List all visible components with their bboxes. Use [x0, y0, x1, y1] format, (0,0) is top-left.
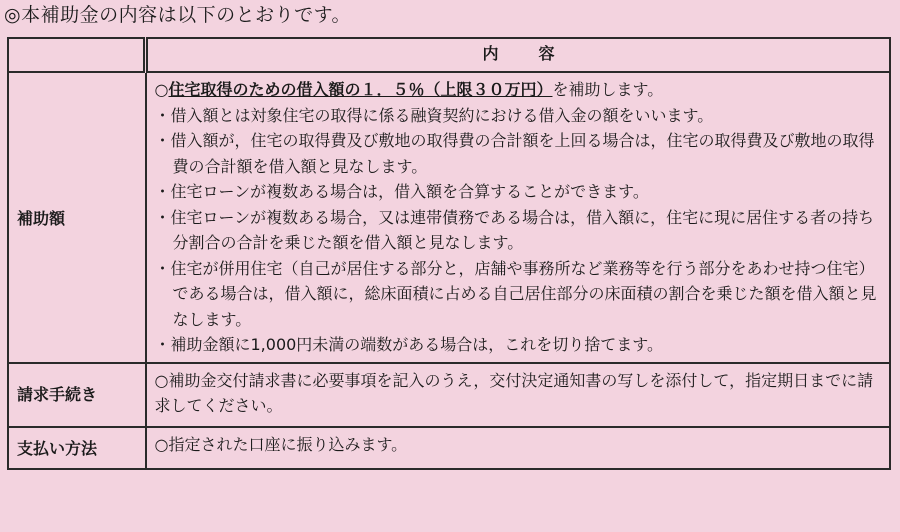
row-content-cell: [146, 72, 891, 363]
amount-content: [147, 73, 890, 362]
header-content-cell: [146, 38, 891, 72]
table-row-amount: [8, 72, 890, 363]
subsidy-table: [7, 37, 891, 470]
payment-content: ○指定された口座に振り込みます。: [154, 434, 408, 454]
lead-emphasis: 住宅取得のための借入額の１．５％（上限３０万円）: [168, 80, 553, 99]
header-label: 内容: [482, 44, 595, 63]
header-empty-cell: [8, 38, 146, 72]
claim-content: ○補助金交付請求書に必要事項を記入のうえ，交付決定通知書の写しを添付して，指定期日までに請求してください。: [154, 370, 874, 415]
row-label-claim: 請求手続き: [17, 384, 98, 404]
lead-suffix: を補助します。: [552, 80, 664, 99]
list-item: ・借入額とは対象住宅の取得に係る融資契約における借入金の額をいいます。: [154, 105, 714, 125]
table-row-payment: [8, 427, 890, 469]
list-item: ・補助金額に1,000円未満の端数がある場合は，これを切り捨てます。: [154, 335, 664, 354]
row-label-amount: 補助額: [17, 208, 66, 228]
row-label-cell: [8, 427, 146, 469]
row-label-cell: [8, 72, 146, 363]
list-item: ・住宅ローンが複数ある場合，又は連帯債務である場合は，借入額に，住宅に現に居住する者の持ち分割合の合計を乗じた額を借入額と見なします。: [154, 207, 875, 252]
row-content-cell: [146, 427, 891, 469]
list-item: ・住宅ローンが複数ある場合は，借入額を合算することができます。: [154, 182, 649, 201]
table-row-claim: [8, 363, 890, 427]
table-header-row: [8, 38, 890, 72]
list-item: ・借入額が，住宅の取得費及び敷地の取得費の合計額を上回る場合は，住宅の取得費及び敷地の取得費の合計額を借入額と見なします。: [154, 131, 875, 176]
amount-lead: [155, 77, 882, 103]
row-label-cell: [8, 363, 146, 427]
row-content-cell: [146, 363, 891, 427]
row-label-payment: 支払い方法: [17, 438, 98, 458]
page-heading: ◎本補助金の内容は以下のとおりです。: [4, 4, 352, 26]
lead-prefix: ○: [154, 80, 169, 99]
list-item: ・住宅が併用住宅（自己が居住する部分と，店舗や事務所など業務等を行う部分をあわせ持つ住宅）である場合は，借入額に，総床面積に占める自己居住部分の床面積の割合を乗じた額を借入額と見なします。: [154, 258, 877, 329]
